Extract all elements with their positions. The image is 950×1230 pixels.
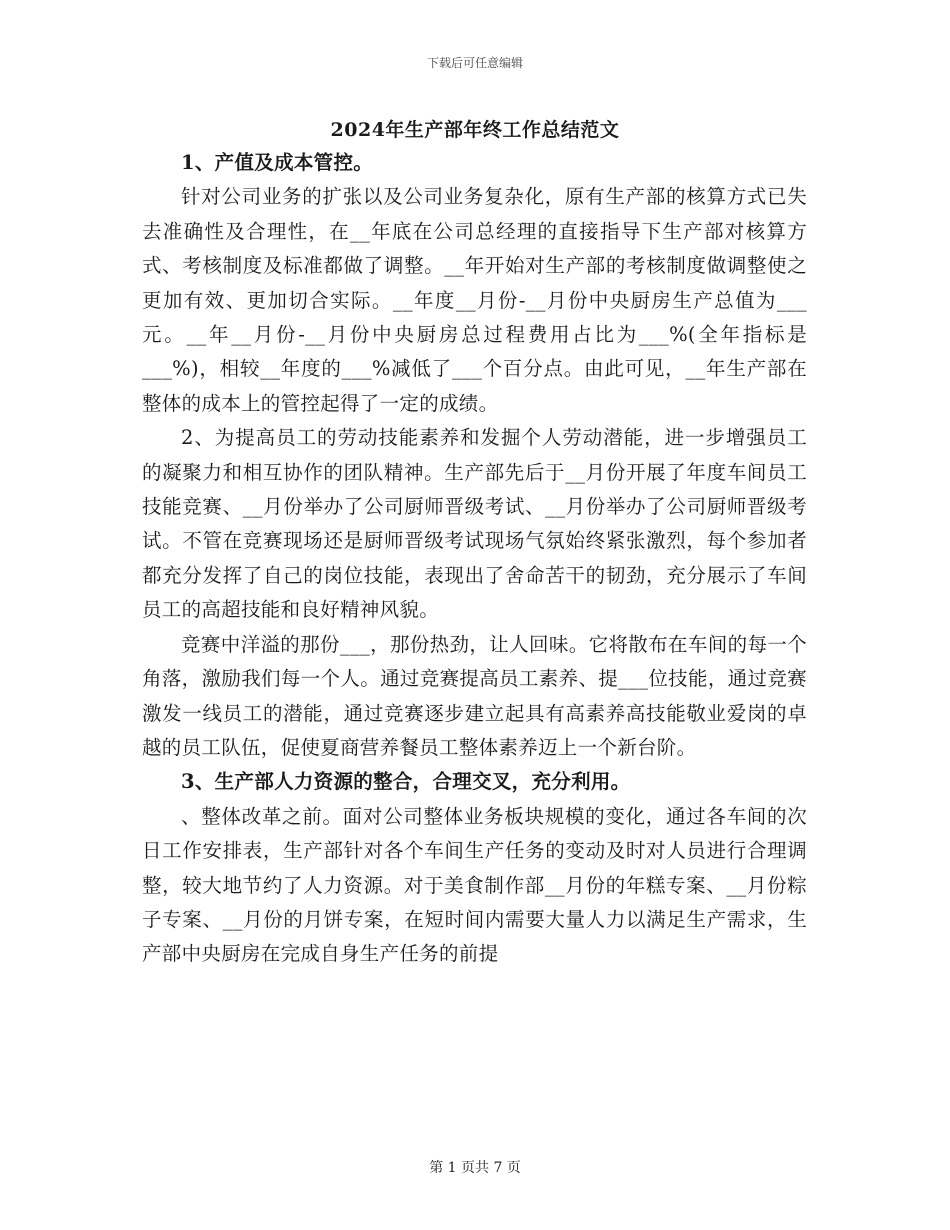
header-note: 下载后可任意编辑 [426,56,523,70]
page-footer: 第 1 页共 7 页 [429,1160,521,1176]
paragraph-3: 竞赛中洋溢的那份___，那份热劲，让人回味。它将散布在车间的每一个角落，激励我们每一个人。通过竞赛提高员工素养、提___位技能，通过竞赛激发一线员工的潜能，通过竞赛逐步建立起具有高素养高技能敬业爱岗的卓越的员工队伍，促使夏商营养餐员工整体素养迈上一个新台阶。 [142,632,807,759]
section-heading-1: 1、产值及成本管控。 [181,151,374,174]
paragraph-2: 2、为提高员工的劳动技能素养和发掘个人劳动潜能，进一步增强员工的凝聚力和相互协作的团队精神。生产部先后于__月份开展了年度车间员工技能竞赛、__月份举办了公司厨师晋级考试、__月份举办了公司厨师晋级考试。不管在竞赛现场还是厨师晋级考试现场气氛始终紧张激烈，每个参加者都充分发挥了自己的岗位技能，表现出了舍命苦干的韧劲，充分展示了车间员工的高超技能和良好精神风貌。 [142,426,807,622]
section-heading-3: 3、生产部人力资源的整合，合理交叉，充分利用。 [181,770,631,794]
document-title: 2024年生产部年终工作总结范文 [330,119,620,141]
paragraph-1: 针对公司业务的扩张以及公司业务复杂化，原有生产部的核算方式已失去准确性及合理性，在__年底在公司总经理的直接指导下生产部对核算方式、考核制度及标准都做了调整。__年开始对生产部的考核制度做调整使之更加有效、更加切合实际。__年度__月份-__月份中央厨房生产总值为___元。__年__月份-__月份中央厨房总过程费用占比为___%(全年指标是___%)，相较__年度的___%减低了___个百分点。由此可见，__年生产部在整体的成本上的管控起得了一定的成绩。 [142,185,807,415]
document-body [142,146,807,972]
paragraph-4: 、整体改革之前。面对公司整体业务板块规模的变化，通过各车间的次日工作安排表，生产部针对各个车间生产任务的变动及时对人员进行合理调整，较大地节约了人力资源。对于美食制作部__月份的年糕专案、__月份粽子专案、__月份的月饼专案，在短时间内需要大量人力以满足生产需求，生产部中央厨房在完成自身生产任务的前提 [142,804,807,966]
